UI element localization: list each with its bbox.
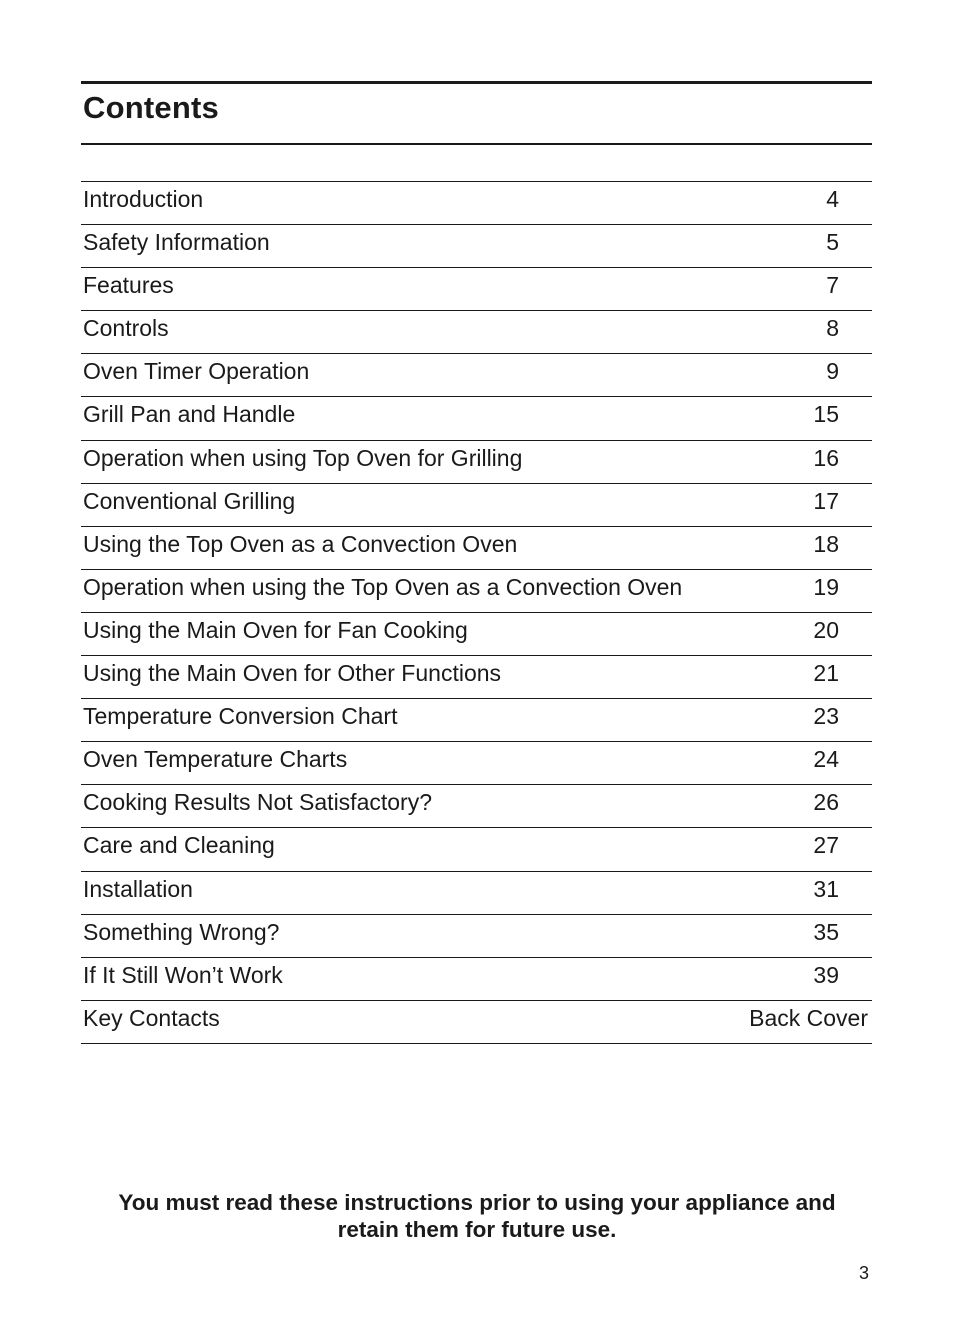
page-number: 3 xyxy=(858,1263,869,1283)
toc-entry-label: Operation when using Top Oven for Grilling xyxy=(83,444,523,471)
toc-row[interactable] xyxy=(81,441,872,484)
toc-row[interactable] xyxy=(81,484,872,527)
toc-entry-page: 8 xyxy=(826,315,839,342)
toc-entry-label: Using the Top Oven as a Convection Oven xyxy=(83,530,518,557)
toc-row[interactable] xyxy=(81,397,872,440)
usage-notice-line-2: retain them for future use. xyxy=(337,1217,617,1242)
toc-row[interactable] xyxy=(81,699,872,742)
toc-row[interactable] xyxy=(81,742,872,785)
usage-notice-line-1: You must read these instructions prior to using your appliance and xyxy=(118,1190,836,1215)
toc-row[interactable] xyxy=(81,1001,872,1044)
toc-entry-label: If It Still Won’t Work xyxy=(83,961,283,988)
toc-entry-page: 35 xyxy=(813,918,839,945)
toc-entry-page: 21 xyxy=(813,660,839,687)
toc-row[interactable] xyxy=(81,354,872,397)
toc-entry-label: Oven Timer Operation xyxy=(83,358,310,385)
toc-entry-label: Using the Main Oven for Other Functions xyxy=(83,660,502,687)
toc-entry-page: 24 xyxy=(813,746,839,773)
toc-entry-label: Conventional Grilling xyxy=(83,487,296,514)
toc-row[interactable] xyxy=(81,958,872,1001)
toc-row[interactable] xyxy=(81,268,872,311)
toc-entry-page: 16 xyxy=(813,444,839,471)
toc-entry-label: Cooking Results Not Satisfactory? xyxy=(83,789,432,816)
toc-entry-page: 15 xyxy=(813,401,839,428)
toc-entry-page: 17 xyxy=(813,487,839,514)
toc-entry-label: Temperature Conversion Chart xyxy=(83,703,398,730)
toc-entry-page: 26 xyxy=(813,789,839,816)
toc-entry-label: Using the Main Oven for Fan Cooking xyxy=(83,616,468,643)
toc-entry-label: Oven Temperature Charts xyxy=(83,746,348,773)
table-of-contents xyxy=(81,181,872,1044)
toc-entry-label: Controls xyxy=(83,315,169,342)
toc-entry-page: 4 xyxy=(826,186,839,212)
toc-entry-label: Operation when using the Top Oven as a Convection Oven xyxy=(83,573,683,600)
toc-entry-label: Introduction xyxy=(83,186,204,212)
toc-row[interactable] xyxy=(81,872,872,915)
toc-entry-page: 31 xyxy=(813,875,839,902)
toc-entry-page: 19 xyxy=(813,573,839,600)
title-rule xyxy=(81,143,872,145)
toc-row[interactable] xyxy=(81,527,872,570)
toc-entry-page: 27 xyxy=(813,832,839,859)
toc-entry-label: Key Contacts xyxy=(83,1004,220,1031)
toc-row[interactable] xyxy=(81,915,872,958)
toc-entry-page: 39 xyxy=(813,961,839,988)
toc-row[interactable] xyxy=(81,828,872,871)
top-rule xyxy=(81,81,872,84)
toc-entry-label: Safety Information xyxy=(83,229,270,256)
page-title: Contents xyxy=(83,90,219,125)
toc-row[interactable] xyxy=(81,570,872,613)
toc-entry-label: Grill Pan and Handle xyxy=(83,401,296,428)
toc-row[interactable] xyxy=(81,613,872,656)
toc-entry-page: 18 xyxy=(813,530,839,557)
toc-entry-page: 20 xyxy=(813,616,839,643)
toc-entry-page: 5 xyxy=(826,229,839,256)
toc-row[interactable] xyxy=(81,182,872,225)
toc-entry-label: Features xyxy=(83,272,174,299)
toc-row[interactable] xyxy=(81,785,872,828)
toc-entry-label: Something Wrong? xyxy=(83,918,280,945)
toc-entry-page: 7 xyxy=(826,272,839,299)
toc-entry-label: Care and Cleaning xyxy=(83,832,275,859)
toc-row[interactable] xyxy=(81,225,872,268)
toc-entry-label: Installation xyxy=(83,875,193,902)
toc-entry-page: 23 xyxy=(813,703,839,730)
toc-row[interactable] xyxy=(81,656,872,699)
usage-notice xyxy=(0,1189,954,1243)
toc-entry-page: Back Cover xyxy=(749,1004,868,1031)
toc-row[interactable] xyxy=(81,311,872,354)
toc-entry-page: 9 xyxy=(826,358,839,385)
